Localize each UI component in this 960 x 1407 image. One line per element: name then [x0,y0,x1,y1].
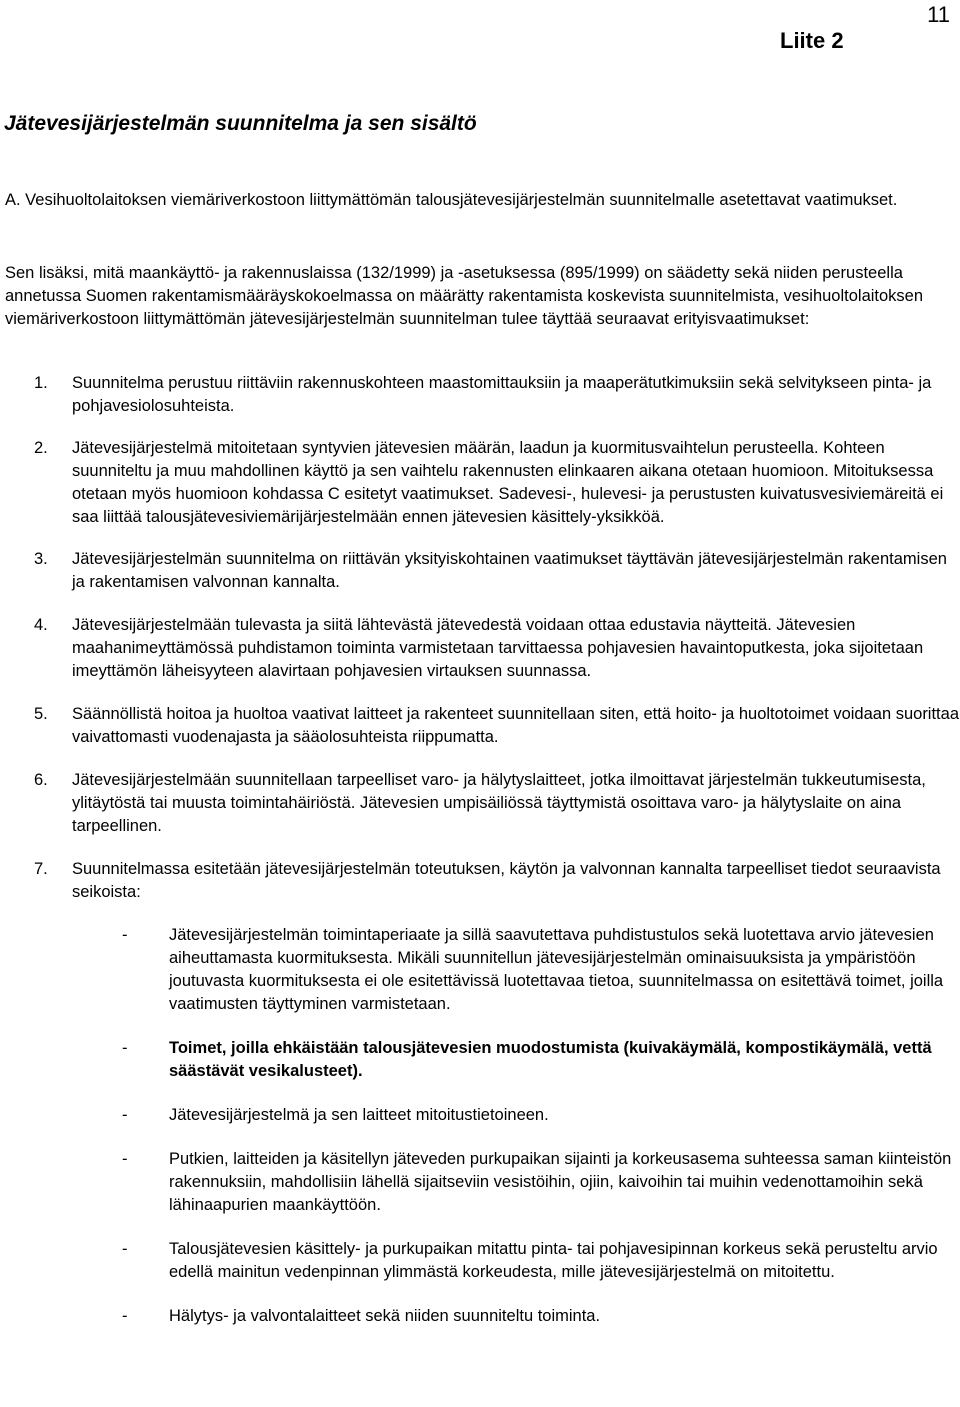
item-number: 3. [34,550,48,568]
item-text: Säännöllistä hoitoa ja huoltoa vaativat laitteet ja rakenteet suunnitellaan siten, että hoito- ja huoltotoimet voidaan suorittaa vaivattomasti vuodenajasta ja sääolosuhteista riippumatta. [72,705,959,746]
list-item [0,703,960,749]
requirements-list [0,372,960,1349]
bullet-text: Toimet, joilla ehkäistään talousjätevesien muodostumista (kuivakäymälä, kompostikäymälä, vettä säästävät vesikalusteet). [169,1039,932,1080]
list-item [0,548,960,594]
bullet-item [0,924,955,1016]
item-text: Jätevesijärjestelmään suunnitellaan tarpeelliset varo- ja hälytyslaitteet, jotka ilmoittavat järjestelmän tukkeutumisesta, ylitäytöstä tai muusta toimintahäiriöstä. Jätevesien umpisäiliössä täyttymistä osoittava varo- ja hälytyslaite on aina tarpeellinen. [72,771,926,835]
bullet-item [0,1305,955,1328]
appendix-label: Liite 2 [780,28,844,53]
bullet-dash: - [122,1106,128,1124]
bullet-dash: - [122,1150,128,1168]
bullet-item [0,1238,955,1284]
bullet-dash: - [122,1240,128,1258]
item-number: 6. [34,771,48,789]
intro-paragraph: Sen lisäksi, mitä maankäyttö- ja rakennuslaissa (132/1999) ja -asetuksessa (895/1999) on säädetty sekä niiden perusteella annetussa Suomen rakentamismääräyskokoelmassa on määrätty rakentamista koskevista suunnitelmista, vesihuoltolaitoksen viemäriverkostoon liittymättömän jätevesijärjestelmän suunnitelman tulee täyttää seuraavat erityisvaatimukset: [5,264,924,328]
item-number: 1. [34,374,48,392]
page-number: 11 [927,2,950,27]
list-item [0,372,960,418]
bullet-text: Hälytys- ja valvontalaitteet sekä niiden suunniteltu toiminta. [169,1307,601,1325]
section-a-heading: A. Vesihuoltolaitoksen viemäriverkostoon liittymättömän talousjätevesijärjestelmän suunnitelmalle asetettavat vaatimukset. [5,191,898,209]
bullet-text: Jätevesijärjestelmä ja sen laitteet mitoitustietoineen. [169,1106,549,1124]
list-item [0,437,960,529]
bullet-item [0,1037,955,1083]
bullet-item [0,1104,955,1127]
item-number: 5. [34,705,48,723]
bullet-text: Talousjätevesien käsittely- ja purkupaikan mitattu pinta- tai pohjavesipinnan korkeus sekä perusteltu arvio edellä mainitun vedenpinnan ylimmästä korkeudesta, mille jätevesijärjestelmä on mitoitettu. [169,1240,938,1281]
item-text: Jätevesijärjestelmään tulevasta ja siitä lähtevästä jätevedestä voidaan ottaa edustavia näytteitä. Jätevesien maahanimeyttämössä puhdistamon toiminta varmistetaan tarvittaessa pohjavesien havaintoputkesta, joka sijoitetaan imeyttämön läheisyyteen alavirtaan pohjavesien virtauksen suunnassa. [72,616,924,680]
item-number: 2. [34,439,48,457]
item-text: Jätevesijärjestelmän suunnitelma on riittävän yksityiskohtainen vaatimukset täyttävän jätevesijärjestelmän rakentamisen ja rakentamisen valvonnan kannalta. [72,550,947,591]
bullet-item [0,1148,955,1217]
list-item [0,769,960,838]
bullet-dash: - [122,1039,128,1057]
item-text: Suunnitelmassa esitetään jätevesijärjestelmän toteutuksen, käytön ja valvonnan kannalta tarpeelliset tiedot seuraavista seikoista: [72,860,941,901]
list-item [0,614,960,683]
item-number: 4. [34,616,48,634]
bullet-dash: - [122,1307,128,1325]
list-item [0,858,960,1328]
item-number: 7. [34,860,48,878]
bullet-dash: - [122,926,128,944]
document-title: Jätevesijärjestelmän suunnitelma ja sen sisältö [4,112,477,135]
bullet-text: Jätevesijärjestelmän toimintaperiaate ja sillä saavutettava puhdistustulos sekä luotettava arvio jätevesien aiheuttamasta kuormituksesta. Mikäli suunnitellun jätevesijärjestelmän ominaisuuksista ja ympäristöön joutuvasta kuormituksesta ei ole esitettävissä luotettavaa tietoa, suunnitelmassa on esitettävä toimet, joilla vaatimusten täyttyminen varmistetaan. [169,926,944,1013]
item-text: Jätevesijärjestelmä mitoitetaan syntyvien jätevesien määrän, laadun ja kuormitusvaihtelun perusteella. Kohteen suunniteltu ja muu mahdollinen käyttö ja sen vaihtelu rakennusten elinkaaren aikana otetaan huomioon. Mitoituksessa otetaan myös huomioon kohdassa C esitetyt vaatimukset. Sadevesi-, hulevesi- ja perustusten kuivatusvesiviemäreitä ei saa liittää talousjätevesiviemärijärjestelmään ennen jätevesien käsittely-yksikköä. [72,439,944,526]
bullet-text: Putkien, laitteiden ja käsitellyn jäteveden purkupaikan sijainti ja korkeusasema suhteessa saman kiinteistön rakennuksiin, mahdollisiin lähellä sijaitseviin vesistöihin, ojiin, kaivoihin tai muihin vedenottamoihin sekä lähinaapurien maankäyttöön. [169,1150,952,1214]
information-list [72,924,960,1328]
item-text: Suunnitelma perustuu riittäviin rakennuskohteen maastomittauksiin ja maaperätutkimuksiin sekä selvitykseen pinta- ja pohjavesiolosuhteista. [72,374,932,415]
